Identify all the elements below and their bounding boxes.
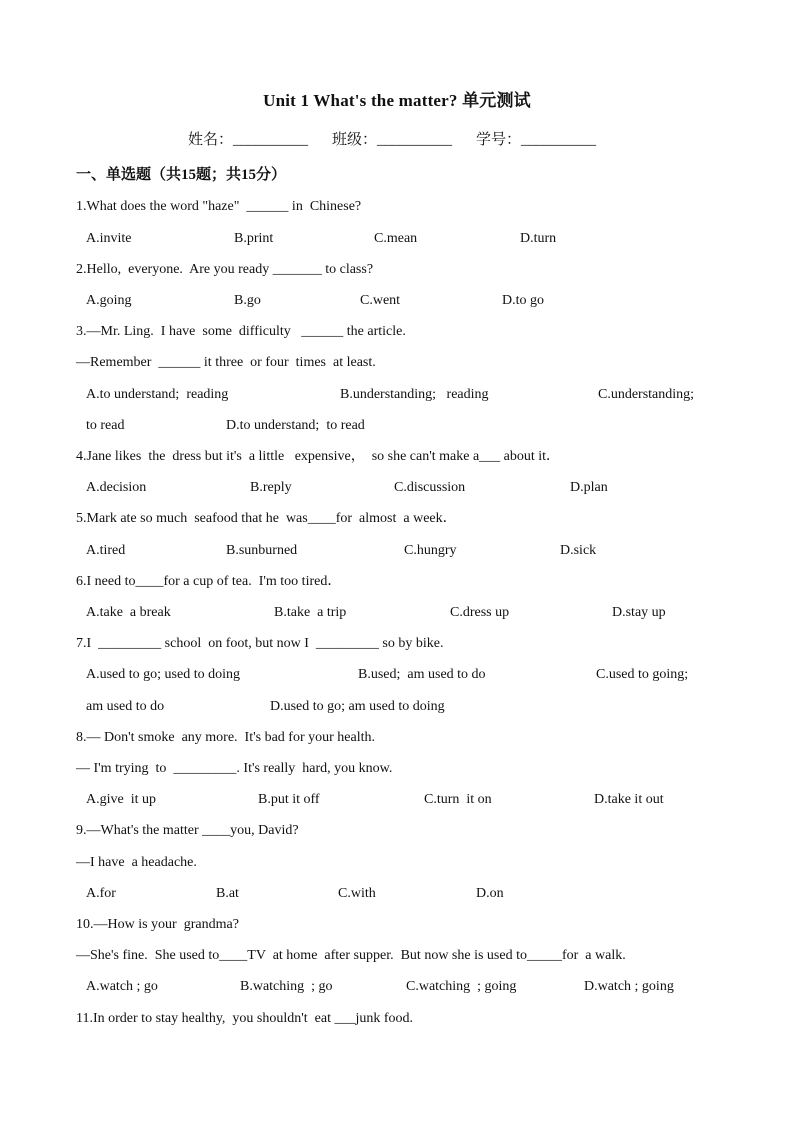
q10-option-b[interactable]: B.watching ; go	[240, 979, 333, 994]
q1-option-c[interactable]: C.mean	[374, 231, 418, 246]
question-9-stem: 9.—What's the matter ____you, David?	[76, 823, 299, 838]
q1-option-a[interactable]: A.invite	[86, 231, 132, 246]
q2-option-c[interactable]: C.went	[360, 293, 401, 308]
question-2-stem: 2.Hello, everyone. Are you ready _______ to class?	[76, 262, 374, 277]
q10-option-a[interactable]: A.watch ; go	[86, 979, 158, 994]
page-title: Unit 1 What's the matter? 单元测试	[263, 91, 531, 110]
question-11-stem: 11.In order to stay healthy, you shouldn't eat ___junk food.	[76, 1011, 414, 1026]
q9-option-c[interactable]: C.with	[338, 886, 376, 901]
question-3-stem-2: —Remember ______ it three or four times at least.	[76, 355, 376, 370]
question-9-stem-2: —I have a headache.	[76, 855, 197, 870]
section-heading: 一、单选题（共15题；共15分）	[76, 167, 287, 183]
q7-option-c-cont: am used to do	[86, 699, 165, 714]
q8-option-a[interactable]: A.give it up	[86, 792, 156, 807]
q3-option-c[interactable]: C.understanding;	[598, 387, 695, 402]
q4-option-d[interactable]: D.plan	[570, 480, 608, 495]
q3-option-d[interactable]: D.to understand; to read	[226, 418, 365, 433]
number-field[interactable]: 学号：__________	[476, 132, 597, 148]
q3-option-b[interactable]: B.understanding; reading	[340, 387, 489, 402]
question-4-stem: 4.Jane likes the dress but it's a little expensive， so she can't make a___ about it．	[76, 449, 561, 464]
name-field[interactable]: 姓名：__________	[188, 132, 309, 148]
q4-option-b[interactable]: B.reply	[250, 480, 292, 495]
q2-option-d[interactable]: D.to go	[502, 293, 544, 308]
q7-option-b[interactable]: B.used; am used to do	[358, 667, 486, 682]
q1-option-b[interactable]: B.print	[234, 231, 274, 246]
q8-option-c[interactable]: C.turn it on	[424, 792, 492, 807]
q2-option-b[interactable]: B.go	[234, 293, 261, 308]
q8-option-d[interactable]: D.take it out	[594, 792, 664, 807]
q10-option-d[interactable]: D.watch ; going	[584, 979, 674, 994]
q7-option-c[interactable]: C.used to going;	[596, 667, 689, 682]
q6-option-b[interactable]: B.take a trip	[274, 605, 347, 620]
q3-option-c-cont: to read	[86, 418, 125, 433]
question-10-stem: 10.—How is your grandma?	[76, 917, 239, 932]
question-7-stem: 7.I _________ school on foot, but now I _________ so by bike.	[76, 636, 444, 651]
q5-option-d[interactable]: D.sick	[560, 543, 597, 558]
question-3-stem: 3.—Mr. Ling. I have some difficulty ______ the article.	[76, 324, 406, 339]
q9-option-d[interactable]: D.on	[476, 886, 504, 901]
q9-option-a[interactable]: A.for	[86, 886, 116, 901]
question-1-stem: 1.What does the word "haze" ______ in Chinese?	[76, 199, 362, 214]
class-field[interactable]: 班级：__________	[332, 132, 453, 148]
question-6-stem: 6.I need to____for a cup of tea. I'm too tired．	[76, 574, 342, 589]
q2-option-a[interactable]: A.going	[86, 293, 132, 308]
question-10-stem-2: —She's fine. She used to____TV at home after supper. But now she is used to_____for a walk.	[76, 948, 626, 963]
question-8-stem-2: — I'm trying to _________. It's really hard, you know.	[76, 761, 393, 776]
q5-option-c[interactable]: C.hungry	[404, 543, 457, 558]
q1-option-d[interactable]: D.turn	[520, 231, 557, 246]
q3-option-a[interactable]: A.to understand; reading	[86, 387, 229, 402]
q7-option-a[interactable]: A.used to go; used to doing	[86, 667, 240, 682]
q8-option-b[interactable]: B.put it off	[258, 792, 320, 807]
q7-option-d[interactable]: D.used to go; am used to doing	[270, 699, 445, 714]
q6-option-c[interactable]: C.dress up	[450, 605, 510, 620]
question-5-stem: 5.Mark ate so much seafood that he was____for almost a week．	[76, 511, 457, 526]
q4-option-a[interactable]: A.decision	[86, 480, 147, 495]
q5-option-a[interactable]: A.tired	[86, 543, 126, 558]
q9-option-b[interactable]: B.at	[216, 886, 239, 901]
question-8-stem: 8.— Don't smoke any more. It's bad for your health.	[76, 730, 375, 745]
q4-option-c[interactable]: C.discussion	[394, 480, 466, 495]
q5-option-b[interactable]: B.sunburned	[226, 543, 298, 558]
q10-option-c[interactable]: C.watching ; going	[406, 979, 517, 994]
q6-option-a[interactable]: A.take a break	[86, 605, 171, 620]
q6-option-d[interactable]: D.stay up	[612, 605, 666, 620]
